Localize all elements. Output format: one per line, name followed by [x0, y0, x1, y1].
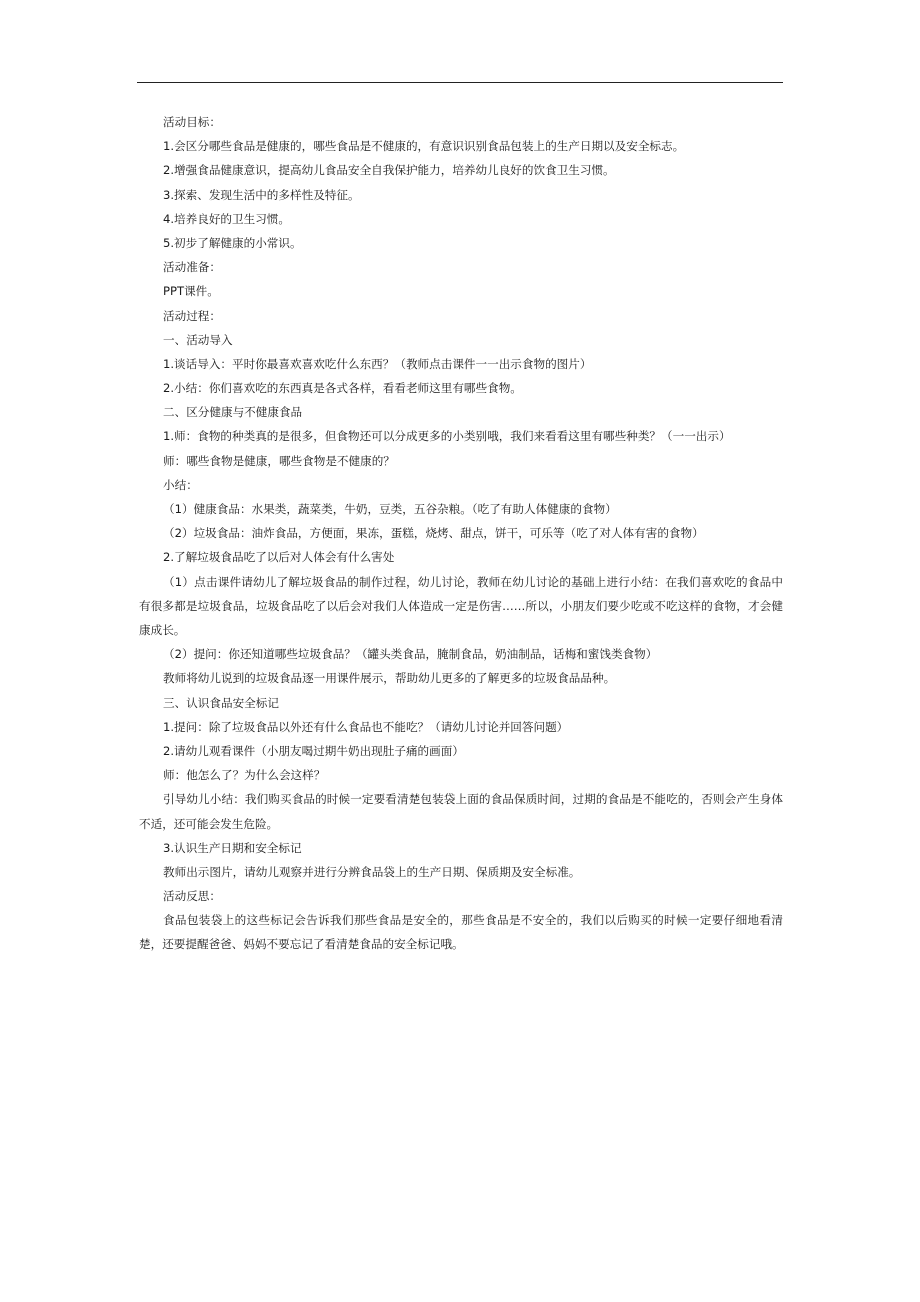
- section-heading: 活动反思：: [163, 889, 221, 904]
- text-line: PPT课件。: [163, 284, 219, 299]
- text-line: 教师出示图片，请幼儿观察并进行分辨食品袋上的生产日期、保质期及安全标准。: [163, 864, 581, 879]
- section-heading: 三、认识食品安全标记: [163, 695, 279, 710]
- paragraph: （1）点击课件请幼儿了解垃圾食品的制作过程，幼儿讨论，教师在幼儿讨论的基础上进行小结：在我们喜欢吃的食品中有很多都是垃圾食品，垃圾食品吃了以后会对我们人体造成一定是伤害……所以，小朋友们要少吃或不吃这样的食物，才会健康成长。: [139, 574, 783, 637]
- text-line: （1）健康食品：水果类，蔬菜类，牛奶，豆类，五谷杂粮。（吃了有助人体健康的食物）: [163, 502, 617, 516]
- section-heading: 二、区分健康与不健康食品: [163, 405, 303, 420]
- text-line: 4.培养良好的卫生习惯。: [163, 211, 290, 226]
- text-line: 1.会区分哪些食品是健康的，哪些食品是不健康的，有意识识别食品包装上的生产日期以及安全标志。: [163, 139, 685, 154]
- text-line: 师：哪些食物是健康，哪些食物是不健康的？: [163, 453, 395, 468]
- document-body: [139, 110, 783, 957]
- paragraph: 食品包装袋上的这些标记会告诉我们那些食品是安全的，那些食品是不安全的，我们以后购买的时候一定要仔细地看清楚，还要提醒爸爸、妈妈不要忘记了看清楚食品的安全标记哦。: [139, 913, 783, 952]
- text-line: 2.小结：你们喜欢吃的东西真是各式各样，看看老师这里有哪些食物。: [163, 381, 522, 396]
- text-line: 3.认识生产日期和安全标记: [163, 840, 302, 855]
- text-line: 1.师：食物的种类真的是很多，但食物还可以分成更多的小类别哦，我们来看看这里有哪些种类？（一一出示）: [163, 429, 731, 444]
- text-line: 1.提问：除了垃圾食品以外还有什么食品也不能吃？（请幼儿讨论并回答问题）: [163, 719, 569, 734]
- paragraph: 引导幼儿小结：我们购买食品的时候一定要看清楚包装袋上面的食品保质时间，过期的食品是不能吃的，否则会产生身体不适，还可能会发生危险。: [139, 792, 783, 831]
- section-heading: 一、活动导入: [163, 332, 233, 347]
- text-line: 小结：: [163, 477, 198, 492]
- text-line: 3.探索、发现生活中的多样性及特征。: [163, 187, 360, 202]
- text-line: 1.谈话导入：平时你最喜欢喜欢吃什么东西？（教师点击课件一一出示食物的图片）: [163, 356, 592, 371]
- text-line: 师：他怎么了？为什么会这样？: [163, 768, 326, 783]
- text-line: 教师将幼儿说到的垃圾食品逐一用课件展示，帮助幼儿更多的了解更多的垃圾食品品种。: [163, 671, 616, 686]
- text-line: 2.增强食品健康意识，提高幼儿食品安全自我保护能力，培养幼儿良好的饮食卫生习惯。: [163, 163, 615, 178]
- text-line: 活动目标：: [163, 115, 221, 129]
- text-line: 5.初步了解健康的小常识。: [163, 235, 302, 250]
- section-heading: 活动准备：: [163, 260, 221, 275]
- text-line: （2）提问：你还知道哪些垃圾食品？（罐头类食品，腌制食品，奶油制品，话梅和蜜饯类食物）: [163, 647, 658, 662]
- header-rule: [137, 82, 783, 83]
- text-line: 2.了解垃圾食品吃了以后对人体会有什么害处: [163, 550, 395, 565]
- text-line: 2.请幼儿观看课件（小朋友喝过期牛奶出现肚子痛的画面）: [163, 743, 464, 758]
- text-line: （2）垃圾食品：油炸食品，方便面，果冻，蛋糕，烧烤、甜点，饼干，可乐等（吃了对人体有害的食物）: [163, 526, 704, 541]
- section-heading: 活动过程：: [163, 308, 221, 323]
